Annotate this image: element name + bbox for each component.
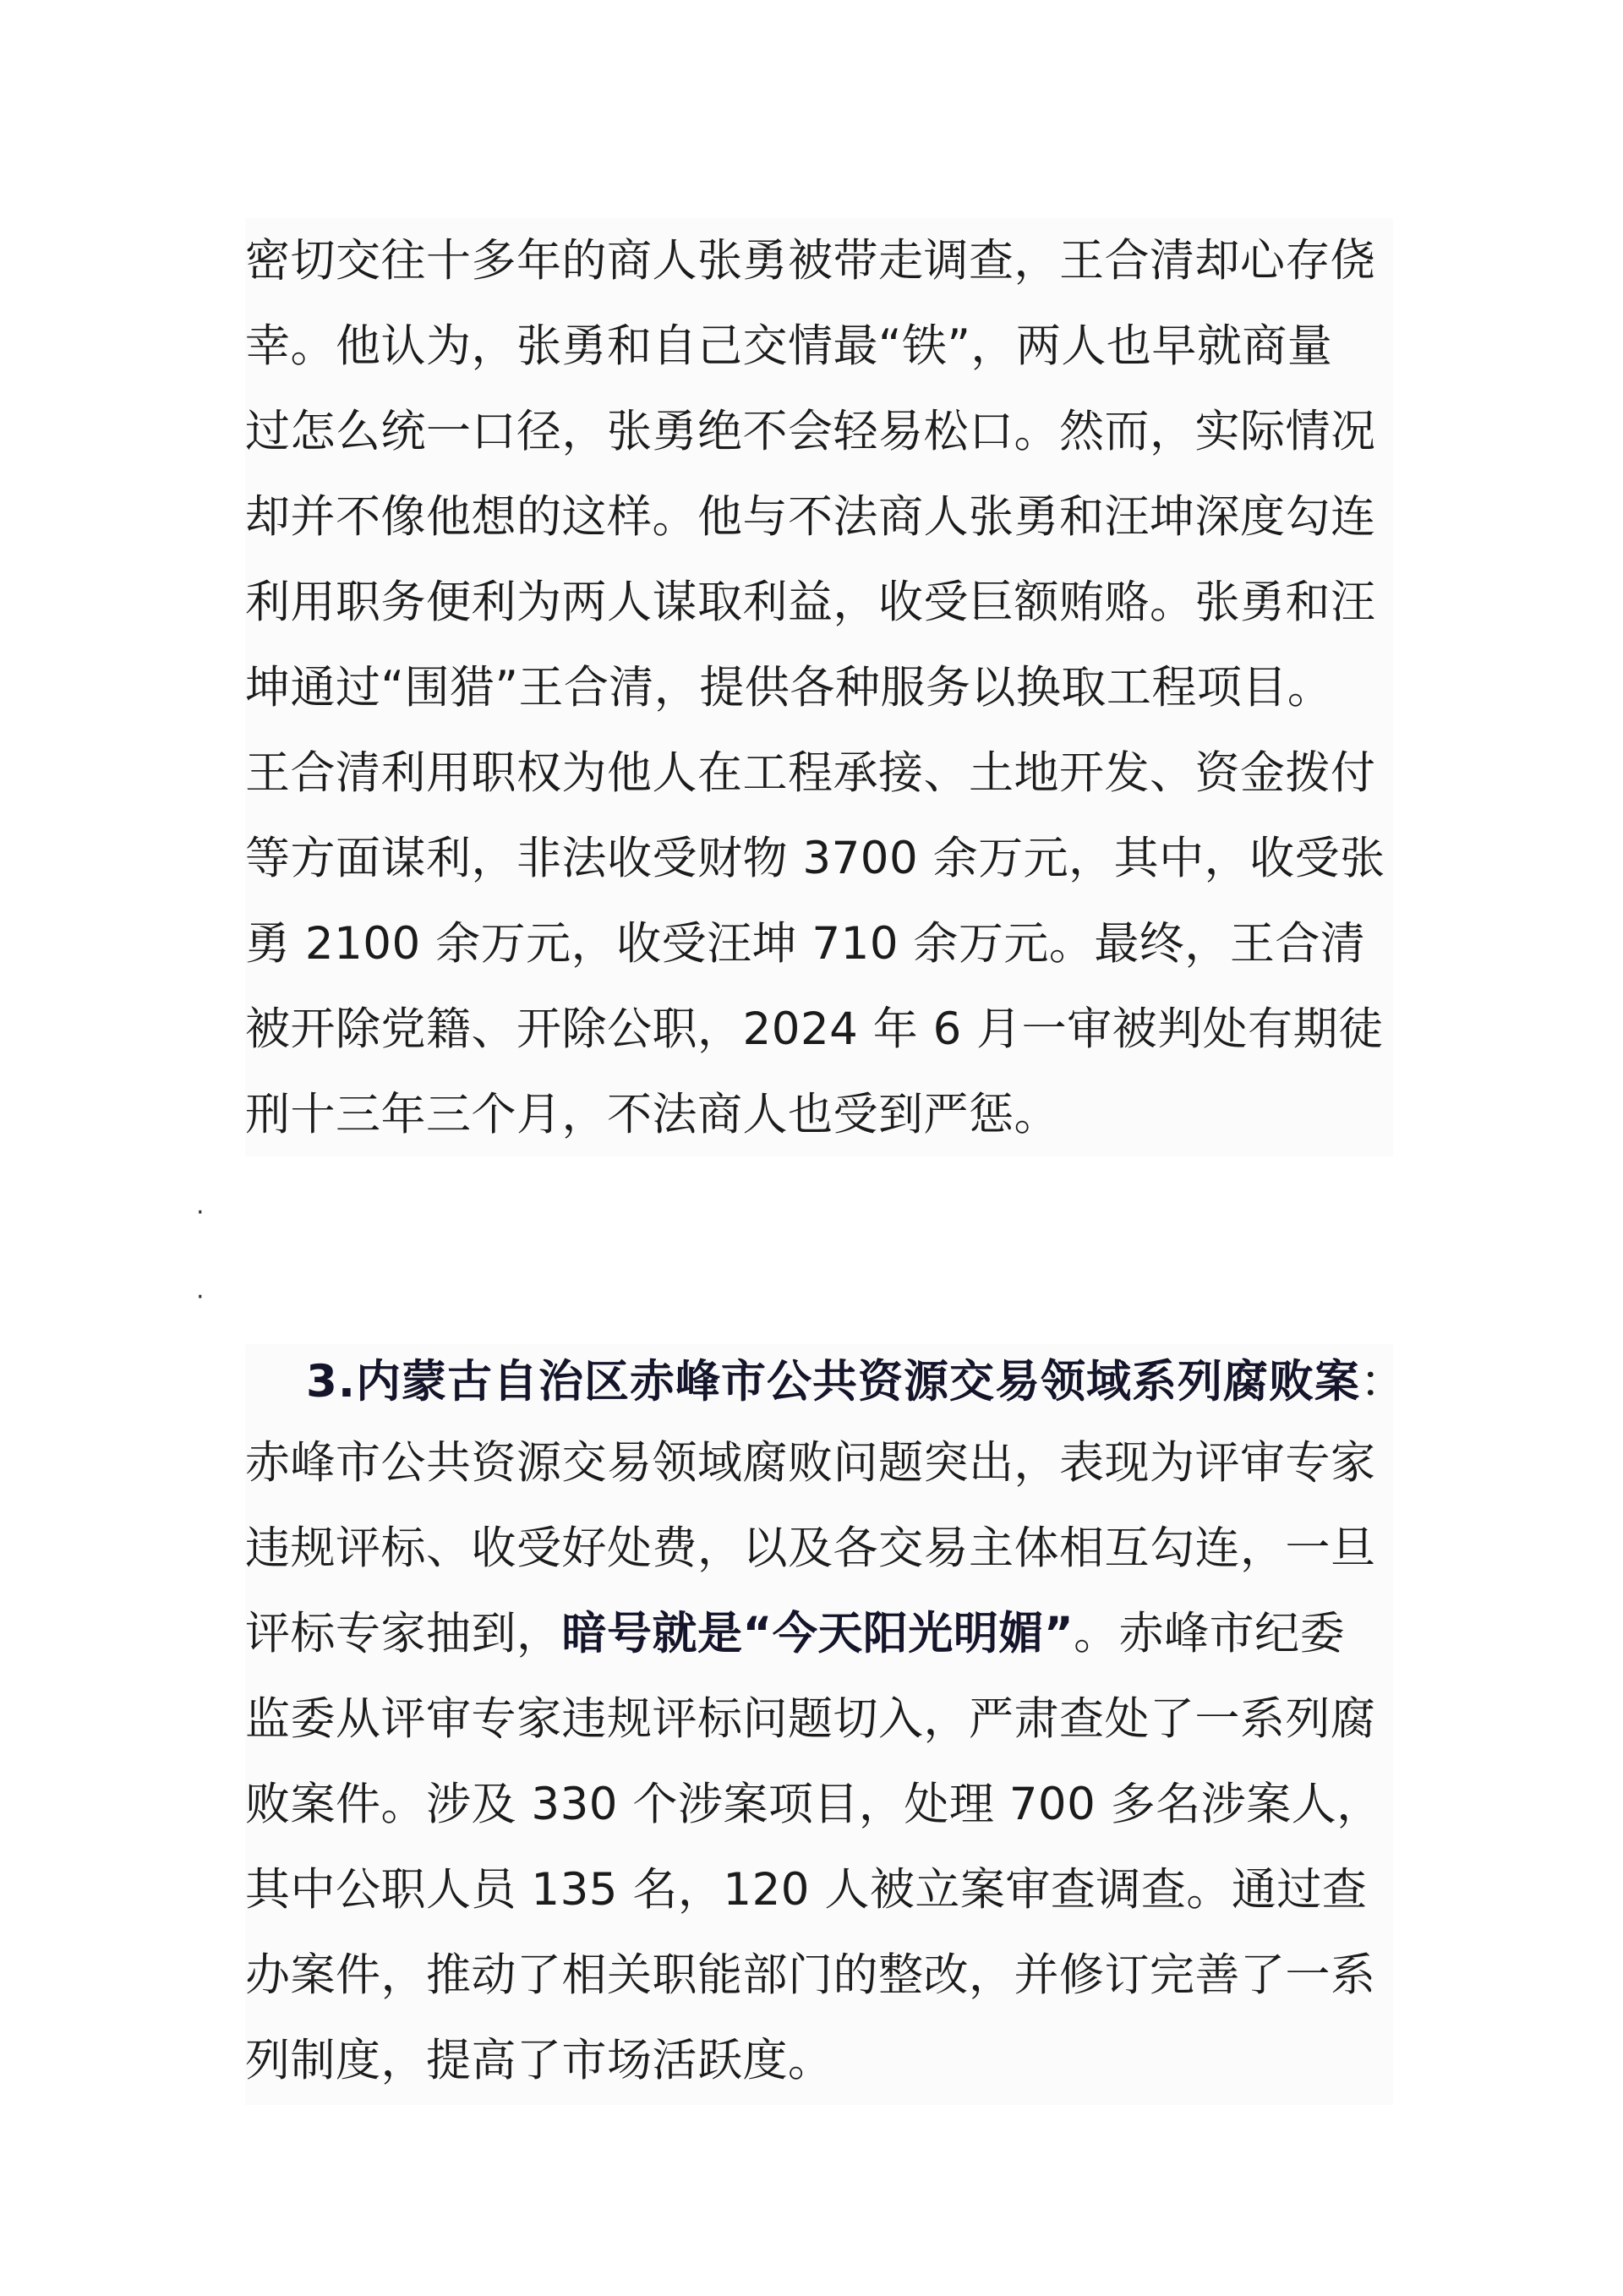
text-line: 过怎么统一口径，张勇绝不会轻易松口。然而，实际情况 <box>245 406 1376 457</box>
text-line: 勇 2100 余万元，收受汪坤 710 余万元。最终，王合清 <box>245 918 1366 970</box>
text-line: 幸。他认为，张勇和自己交情最“铁”，两人也早就商量 <box>245 320 1333 372</box>
text-line: 利用职务便利为两人谋取利益，收受巨额贿赂。张勇和汪 <box>245 577 1376 628</box>
section-3-title: 3.内蒙古自治区赤峰市公共资源交易领域系列腐败案 <box>306 1356 1361 1408</box>
text-line <box>245 1591 1382 1676</box>
text-span: 评标专家抽到， <box>245 1608 562 1659</box>
text-line: 等方面谋利，非法收受财物 3700 余万元，其中，收受张 <box>245 833 1385 884</box>
text-line: 坤通过“围猎”王合清，提供各种服务以换取工程项目。 <box>245 662 1333 713</box>
text-line: 列制度，提高了市场活跃度。 <box>245 2035 833 2086</box>
section-3-heading <box>245 1344 1405 1420</box>
text-line: 被开除党籍、开除公职，2024 年 6 月一审被判处有期徒 <box>245 1003 1384 1055</box>
text-line: 监委从评审专家违规评标问题切入，严肃查处了一系列腐 <box>245 1693 1376 1745</box>
separator-dot: · <box>196 1198 205 1227</box>
text-line: 密切交往十多年的商人张勇被带走调查，王合清却心存侥 <box>245 235 1376 287</box>
text-line: 王合清利用职权为他人在工程承接、土地开发、资金拨付 <box>245 747 1376 799</box>
text-line: 办案件，推动了相关职能部门的整改，并修订完善了一系 <box>245 1949 1376 2001</box>
text-line: 违规评标、收受好处费，以及各交易主体相互勾连，一旦 <box>245 1522 1376 1574</box>
text-line: 刑十三年三个月，不法商人也受到严惩。 <box>245 1089 1059 1140</box>
separator-dot: · <box>196 1282 205 1312</box>
text-line: 赤峰市公共资源交易领域腐败问题突出，表现为评审专家 <box>245 1437 1376 1489</box>
text-line: 败案件。涉及 330 个涉案项目，处理 700 多名涉案人， <box>245 1779 1382 1830</box>
text-line: 其中公职人员 135 名，120 人被立案审查调查。通过查 <box>245 1864 1368 1916</box>
section-3 <box>245 1344 1393 2105</box>
text-span: 。赤峰市纪委 <box>1074 1608 1346 1659</box>
heading-colon: ： <box>1360 1356 1406 1408</box>
text-line: 却并不像他想的这样。他与不法商人张勇和汪坤深度勾连 <box>245 491 1376 543</box>
code-phrase-bold: 暗号就是“今天阳光明媚” <box>561 1608 1074 1659</box>
paragraph-case-2-continued <box>245 218 1393 1156</box>
section-3-body <box>245 1420 1382 2103</box>
